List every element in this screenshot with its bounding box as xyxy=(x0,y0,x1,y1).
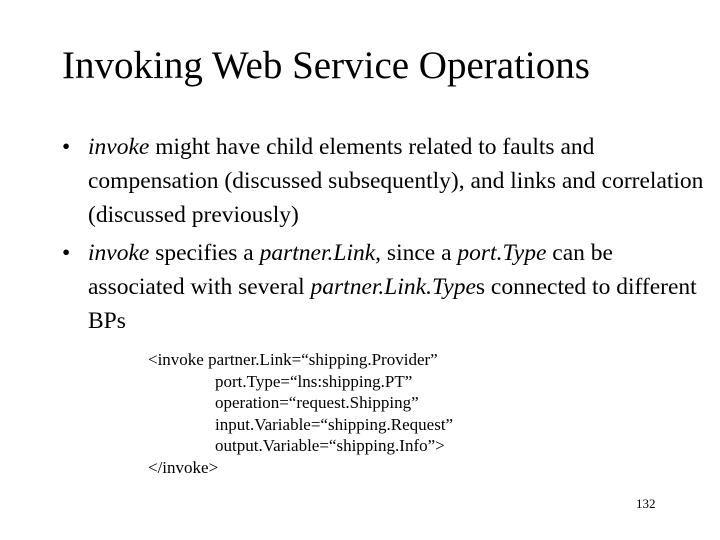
code-snippet xyxy=(148,349,453,478)
page-number: 132 xyxy=(636,496,656,511)
slide-title: Invoking Web Service Operations xyxy=(62,44,590,87)
bullet-text: specifies a xyxy=(149,240,260,266)
bullet-text-italic: port.Type xyxy=(457,240,547,266)
bullet-text-italic: invoke xyxy=(88,240,150,266)
bullet-text: might have child elements related to faults and compensation (discussed subsequently), and links and correlation (discussed previously) xyxy=(88,134,704,228)
bullet-text-italic: invoke xyxy=(88,134,150,160)
code-line-close: </invoke> xyxy=(148,457,219,477)
code-line-open: <invoke partner.Link=“shipping.Provider” xyxy=(148,350,438,369)
bullet-text-italic: partner.Link.Type xyxy=(310,274,476,300)
code-line-attr: output.Variable=“shipping.Info”> xyxy=(215,436,445,455)
bullet-list xyxy=(62,130,712,342)
bullet-item xyxy=(62,130,712,232)
bullet-text: s connected to different BPs xyxy=(88,274,697,334)
code-line-attr: port.Type=“lns:shipping.PT” xyxy=(215,371,413,391)
code-line-attr: operation=“request.Shipping” xyxy=(215,393,419,412)
bullet-item xyxy=(62,236,712,338)
bullet-marker: • xyxy=(62,240,71,266)
bullet-text: since a xyxy=(381,240,458,266)
bullet-text: can be associated with several xyxy=(88,240,613,300)
code-line-attr: input.Variable=“shipping.Request” xyxy=(215,414,454,434)
bullet-text-italic: partner.Link, xyxy=(259,240,382,266)
bullet-marker: • xyxy=(62,134,71,160)
